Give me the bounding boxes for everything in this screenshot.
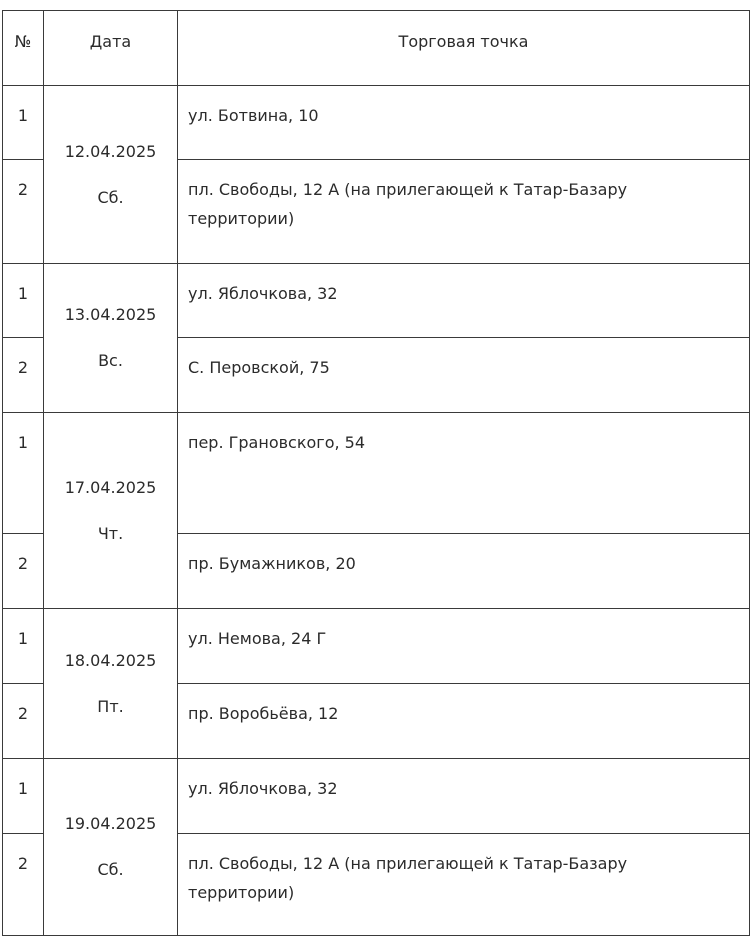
place-cell: ул. Яблочкова, 32 <box>178 759 750 834</box>
table-row <box>3 609 750 684</box>
place-cell: пр. Воробьёва, 12 <box>178 684 750 759</box>
row-number: 1 <box>3 264 44 338</box>
table-row <box>3 413 750 534</box>
row-number: 1 <box>3 759 44 834</box>
weekday-value: Вс. <box>98 351 123 370</box>
place-cell: С. Перовской, 75 <box>178 338 750 413</box>
row-number: 2 <box>3 534 44 609</box>
place-cell: ул. Ботвина, 10 <box>178 86 750 160</box>
date-value: 17.04.2025 <box>64 477 157 497</box>
date-cell <box>44 264 178 413</box>
weekday-value: Чт. <box>97 523 124 543</box>
date-value: 18.04.2025 <box>64 650 157 670</box>
row-number: 2 <box>3 338 44 413</box>
weekday-value: Пт. <box>97 696 124 716</box>
date-cell <box>44 609 178 759</box>
row-number: 1 <box>3 609 44 684</box>
date-cell <box>44 413 178 609</box>
table-row <box>3 264 750 338</box>
header-row <box>3 11 750 86</box>
date-cell <box>44 86 178 264</box>
weekday-value: Сб. <box>97 860 124 879</box>
row-number: 2 <box>3 834 44 936</box>
place-cell: пер. Грановского, 54 <box>178 413 750 534</box>
place-cell: ул. Немова, 24 Г <box>178 609 750 684</box>
header-date: Дата <box>44 11 178 86</box>
header-num: № <box>3 11 44 86</box>
row-number: 1 <box>3 413 44 534</box>
row-number: 1 <box>3 86 44 160</box>
weekday-value: Сб. <box>97 187 124 207</box>
place-cell: ул. Яблочкова, 32 <box>178 264 750 338</box>
date-cell <box>44 759 178 936</box>
schedule-table <box>2 10 750 936</box>
place-cell: пл. Свободы, 12 А (на прилегающей к Татар-Базару территории) <box>178 834 750 936</box>
place-cell: пл. Свободы, 12 А (на прилегающей к Татар-Базару территории) <box>178 160 750 264</box>
header-place: Торговая точка <box>178 11 750 86</box>
row-number: 2 <box>3 160 44 264</box>
row-number: 2 <box>3 684 44 759</box>
place-cell: пр. Бумажников, 20 <box>178 534 750 609</box>
date-value: 13.04.2025 <box>64 305 157 324</box>
table-row <box>3 759 750 834</box>
date-value: 12.04.2025 <box>64 141 157 161</box>
date-value: 19.04.2025 <box>64 814 157 833</box>
table-row <box>3 86 750 160</box>
